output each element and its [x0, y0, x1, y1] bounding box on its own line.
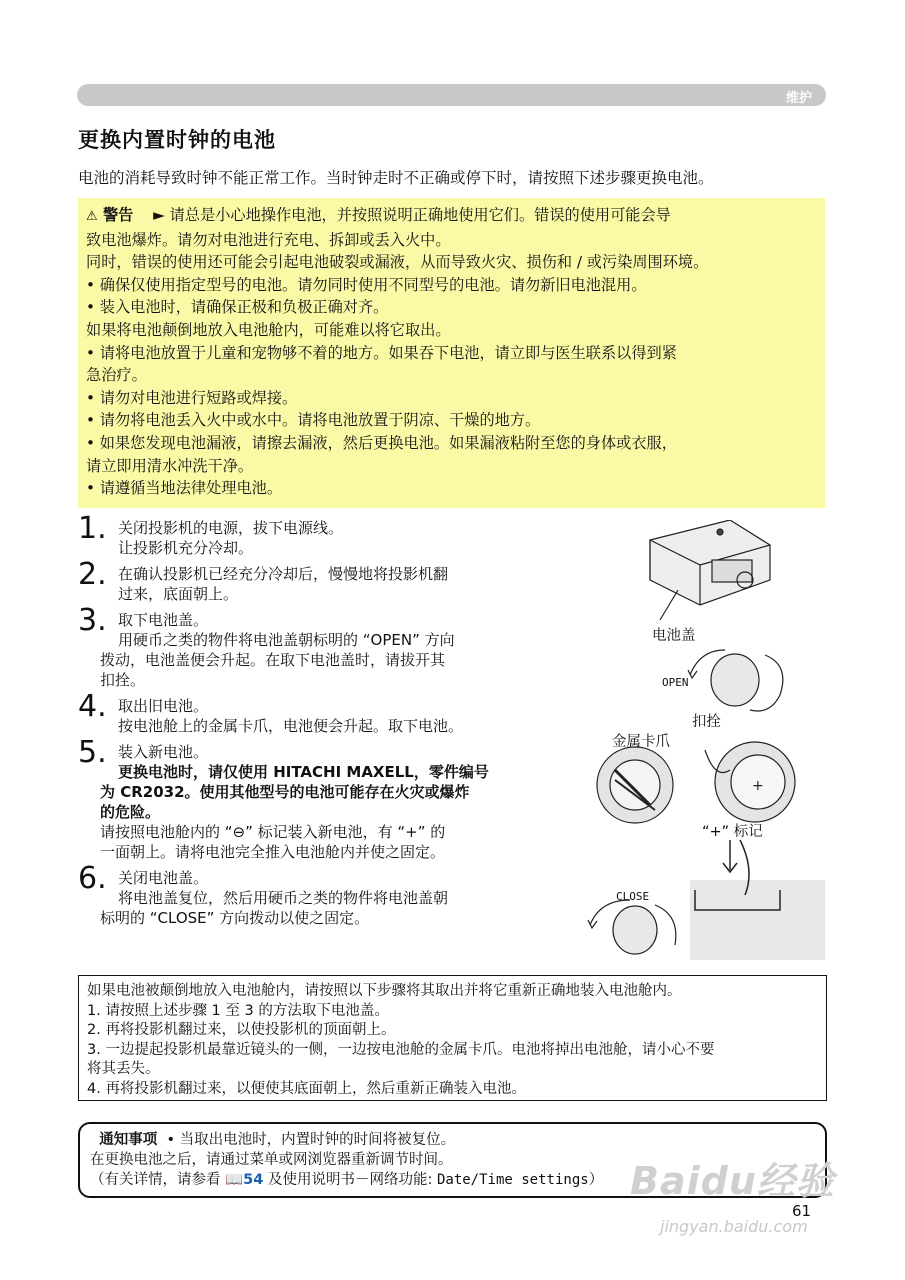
- metal-claw-illustration: [597, 747, 673, 823]
- warning-line: • 如果您发现电池漏液，请擦去漏液，然后更换电池。如果漏液粘附至您的身体或衣服，: [86, 433, 677, 452]
- reinsert-step: 3. 一边提起投影机最靠近镜头的一侧，一边按电池舱的金属卡爪。电池将掉出电池舱，请小心不要: [87, 1041, 715, 1058]
- warning-line: • 请将电池放置于儿童和宠物够不着的地方。如果吞下电池，请立即与医生联系以得到紧: [86, 343, 677, 362]
- arrow-icon: ►: [153, 206, 165, 224]
- battery-cover-label: 电池盖: [652, 628, 696, 644]
- step-text: 关闭电池盖。: [118, 869, 209, 887]
- section-header-bar: [77, 84, 826, 106]
- notice-line: （有关详情，请参看: [90, 1172, 226, 1188]
- step-number: 6.: [78, 861, 107, 896]
- step-number: 5.: [78, 735, 107, 770]
- plus-mark-label: “+” 标记: [702, 824, 763, 840]
- step-text: 装入新电池。: [118, 743, 209, 761]
- watermark-url: jingyan.baidu.com: [660, 1217, 808, 1236]
- notice-line: 在更换电池之后，请通过菜单或网浏览器重新调节时间。: [90, 1152, 453, 1168]
- step-text: 按电池舱上的金属卡爪，电池便会升起。取下电池。: [118, 717, 464, 735]
- step-number: 2.: [78, 557, 107, 592]
- reinsert-step: 4. 再将投影机翻过来，以便使其底面朝上，然后重新正确装入电池。: [87, 1080, 526, 1097]
- step-number: 1.: [78, 511, 107, 546]
- reinsert-step: 将其丢失。: [87, 1061, 160, 1077]
- step-3: [78, 603, 528, 690]
- step-text: 过来，底面朝上。: [118, 585, 239, 603]
- warning-label: 警告: [102, 206, 134, 224]
- warning-line: • 请遵循当地法律处理电池。: [86, 479, 283, 498]
- step-6: [78, 861, 528, 928]
- projector-illustration: [650, 520, 770, 620]
- notice-line: ）: [588, 1172, 604, 1188]
- warning-heading: [86, 206, 139, 224]
- section-label: 维护: [785, 91, 812, 106]
- step-1: [78, 511, 528, 558]
- warning-triangle-icon: ⚠: [86, 209, 98, 224]
- book-icon: 📖: [225, 1172, 244, 1188]
- menu-item-reference: Date/Time settings: [436, 1172, 589, 1188]
- step-text: 标明的 “CLOSE” 方向拨动以使之固定。: [100, 909, 370, 927]
- step-text: 关闭投影机的电源，拔下电源线。: [118, 519, 344, 537]
- step-text: 在确认投影机已经充分冷却后，慢慢地将投影机翻: [118, 565, 449, 583]
- step-text: 取下电池盖。: [118, 611, 209, 629]
- warning-box: [78, 198, 825, 508]
- reinsert-step: 1. 请按照上述步骤 1 至 3 的方法取下电池盖。: [87, 1002, 389, 1019]
- metal-claw-label: 金属卡爪: [612, 734, 670, 750]
- notice-line: • 当取出电池时，内置时钟的时间将被复位。: [166, 1132, 456, 1148]
- page-reference-link[interactable]: 54: [243, 1172, 264, 1188]
- warning-line: • 请勿对电池进行短路或焊接。: [86, 388, 298, 407]
- warning-line: 急治疗。: [86, 366, 147, 385]
- warning-line: 致电池爆炸。请勿对电池进行充电、拆卸或丢入火中。: [86, 230, 451, 249]
- warning-line: • 装入电池时，请确保正极和负极正确对齐。: [86, 298, 389, 317]
- warning-line: 如果将电池颠倒地放入电池舱内，可能难以将它取出。: [86, 320, 451, 339]
- watermark-brand: Baidu经验: [630, 1159, 835, 1203]
- step-text: 一面朝上。请将电池完全推入电池舱内并使之固定。: [100, 843, 446, 861]
- warning-line: • 确保仅使用指定型号的电池。请勿同时使用不同型号的电池。请勿新旧电池混用。: [86, 275, 647, 294]
- cover-close-illustration: [588, 900, 676, 954]
- step-4: [78, 689, 528, 736]
- step-5: [78, 735, 528, 862]
- step-text: 用硬币之类的物件将电池盖朝标明的 “OPEN” 方向: [118, 631, 455, 649]
- step-text: 将电池盖复位，然后用硬币之类的物件将电池盖朝: [118, 889, 449, 907]
- svg-text:+: +: [752, 778, 764, 794]
- step-number: 4.: [78, 689, 107, 724]
- insert-arrow-illustration: [690, 840, 825, 960]
- page-title: 更换内置时钟的电池: [78, 128, 276, 152]
- latch-label: 扣拴: [692, 714, 721, 730]
- step-warning-text: 更换电池时，请仅使用 HITACHI MAXELL，零件编号: [118, 763, 489, 781]
- cover-open-illustration: [688, 650, 783, 711]
- open-label: OPEN: [662, 676, 689, 689]
- page-number: 61: [792, 1202, 812, 1220]
- step-warning-text: 为 CR2032。使用其他型号的电池可能存在火灾或爆炸: [100, 783, 470, 801]
- warning-line: 同时，错误的使用还可能会引起电池破裂或漏液，从而导致火灾、损伤和 / 或污染周围环境。: [86, 253, 709, 272]
- step-warning-text: 的危险。: [100, 803, 161, 821]
- step-2: [78, 557, 528, 604]
- close-label: CLOSE: [616, 890, 650, 903]
- step-text: 拨动，电池盖便会升起。在取下电池盖时，请拔开其: [100, 651, 446, 669]
- illustrations: [580, 520, 830, 960]
- warning-line: • 请勿将电池丢入火中或水中。请将电池放置于阴凉、干燥的地方。: [86, 411, 541, 430]
- step-number: 3.: [78, 603, 107, 638]
- warning-line: 请总是小心地操作电池，并按照说明正确地使用它们。错误的使用可能会导: [169, 206, 671, 224]
- reinsert-instructions-box: [78, 975, 827, 1101]
- steps-list: [78, 511, 528, 932]
- intro-paragraph: 电池的消耗导致时钟不能正常工作。当时钟走时不正确或停下时，请按照下述步骤更换电池。: [78, 169, 714, 187]
- reinsert-step: 2. 再将投影机翻过来，以使投影机的顶面朝上。: [87, 1022, 396, 1038]
- step-text: 请按照电池舱内的 “⊖” 标记装入新电池，有 “+” 的: [100, 823, 446, 841]
- warning-line: 请立即用清水冲洗干净。: [86, 456, 254, 475]
- reinsert-intro: 如果电池被颠倒地放入电池舱内，请按照以下步骤将其取出并将它重新正确地装入电池舱内。: [87, 983, 682, 999]
- notice-line: 及使用说明书－网络功能:: [263, 1172, 437, 1188]
- step-text: 扣拴。: [100, 671, 146, 689]
- plus-mark-illustration: [705, 742, 795, 822]
- notice-label: 通知事项: [99, 1132, 158, 1148]
- step-text: 让投影机充分冷却。: [118, 539, 254, 557]
- step-text: 取出旧电池。: [118, 697, 209, 715]
